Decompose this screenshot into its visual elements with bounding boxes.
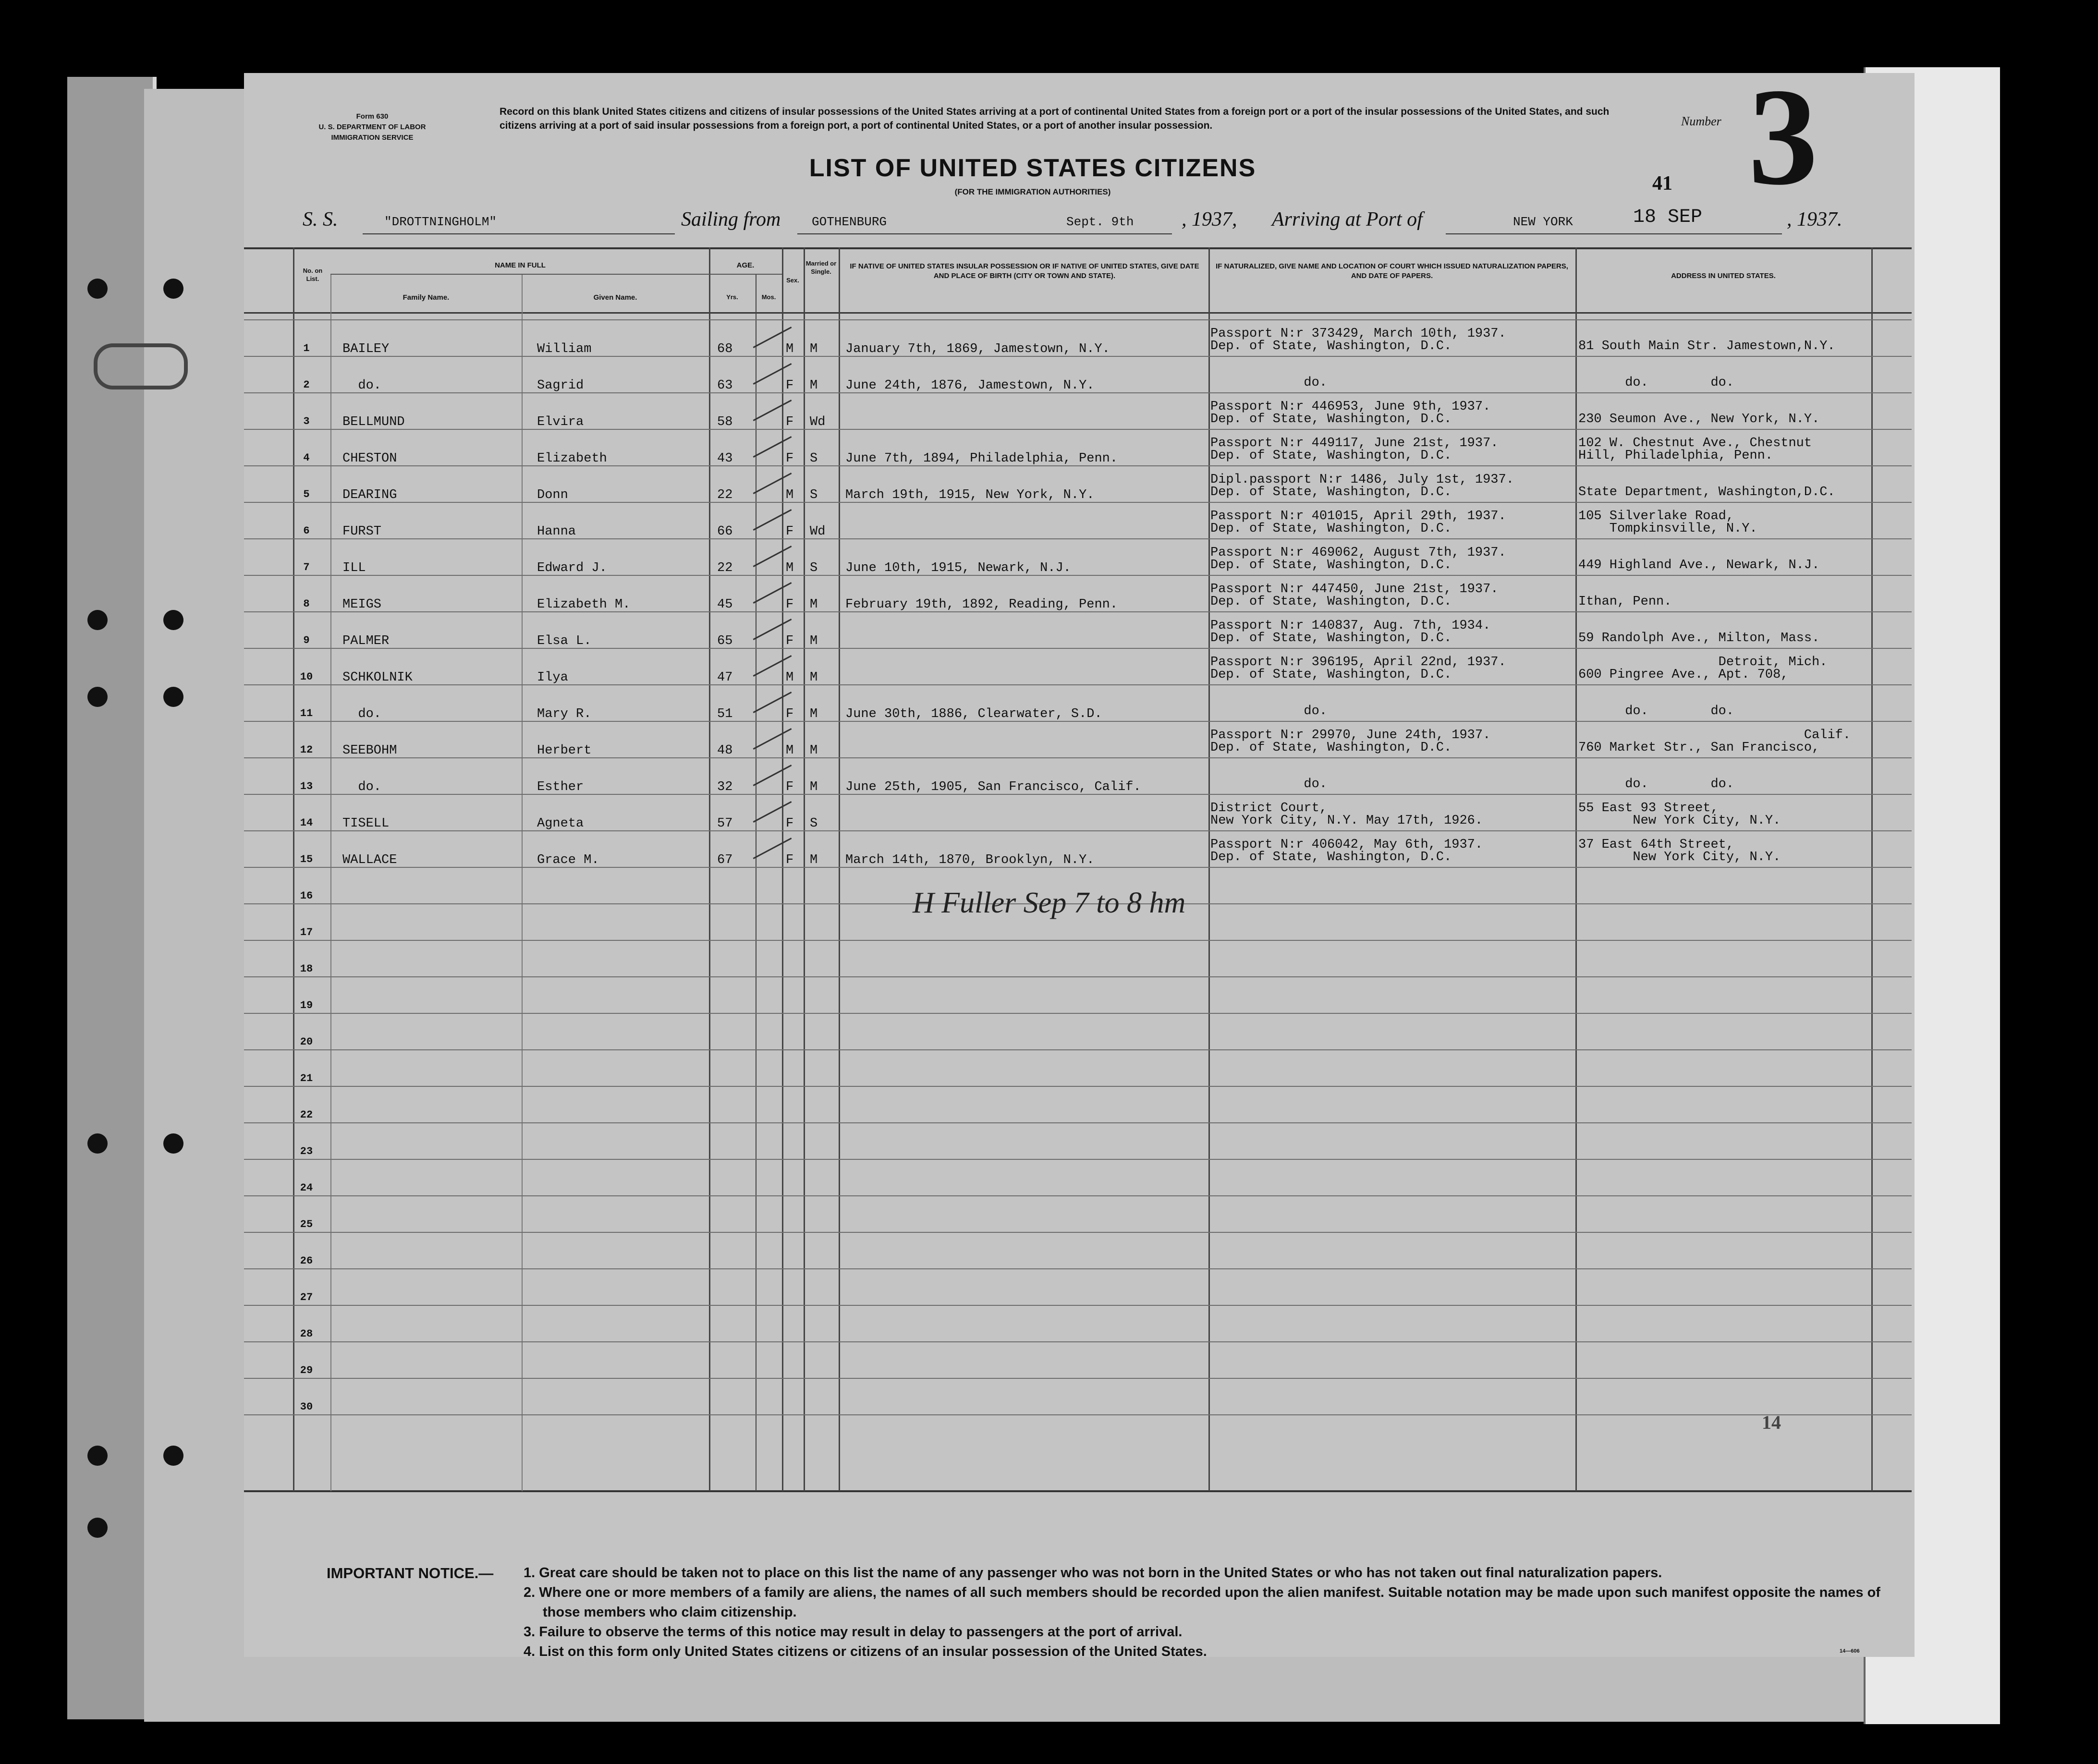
row-number: 21: [300, 1072, 313, 1084]
row-number: 17: [300, 926, 313, 938]
address-line-2: do. do.: [1578, 704, 1734, 718]
family-name: do.: [342, 707, 382, 721]
sailing-year: , 1937,: [1182, 208, 1237, 231]
row-number: 2: [303, 379, 310, 391]
marital-status: M: [810, 780, 818, 794]
address-line-1: 37 East 64th Street,: [1578, 838, 1734, 852]
binder-hole-icon: [163, 687, 183, 707]
family-name: FURST: [342, 524, 382, 539]
header-given-name: Given Name.: [593, 293, 637, 302]
sex: F: [786, 816, 794, 831]
address-line-2: 81 South Main Str. Jamestown,N.Y.: [1578, 339, 1835, 353]
header-years: Yrs.: [726, 293, 738, 301]
naturalization-line-1: Passport N:r 29970, June 24th, 1937.: [1210, 728, 1491, 742]
handwritten-note: H Fuller Sep 7 to 8 hm: [913, 887, 1186, 919]
header-no: No. on List.: [303, 267, 323, 282]
row-number: 19: [300, 999, 313, 1011]
sex: F: [786, 634, 794, 648]
naturalization-line-2: Dep. of State, Washington, D.C.: [1210, 485, 1452, 499]
age-years: 45: [717, 597, 733, 612]
row-number: 3: [303, 415, 310, 427]
address-line-1: 55 East 93 Street,: [1578, 801, 1719, 815]
family-name: CHESTON: [342, 451, 397, 466]
address-line-1: Calif.: [1578, 728, 1851, 742]
number-label: Number: [1681, 114, 1721, 128]
family-name: do.: [342, 780, 382, 794]
marital-status: S: [810, 561, 818, 575]
given-name: Edward J.: [537, 561, 607, 575]
passenger-table: [244, 247, 1912, 1491]
naturalization-line-2: do.: [1210, 376, 1328, 390]
row-number: 9: [303, 634, 310, 646]
address-line-2: 230 Seumon Ave., New York, N.Y.: [1578, 412, 1820, 426]
marital-status: M: [810, 707, 818, 721]
given-name: Agneta: [537, 816, 584, 831]
binder-hole-icon: [163, 1446, 183, 1466]
row-number: 11: [300, 707, 313, 719]
family-name: do.: [342, 378, 382, 393]
row-number: 6: [303, 525, 310, 537]
binder-hole-icon: [163, 279, 183, 299]
address-line-2: 600 Pingree Ave., Apt. 708,: [1578, 668, 1789, 682]
marital-status: S: [810, 488, 818, 502]
sex: F: [786, 451, 794, 466]
age-years: 22: [717, 561, 733, 575]
binder-hole-icon: [87, 1133, 108, 1154]
given-name: Sagrid: [537, 378, 584, 393]
page-subtitle: (FOR THE IMMIGRATION AUTHORITIES): [954, 187, 1111, 196]
marital-status: M: [810, 342, 818, 356]
department: U. S. DEPARTMENT OF LABOR: [318, 123, 426, 131]
naturalization-line-2: Dep. of State, Washington, D.C.: [1210, 558, 1452, 572]
marital-status: M: [810, 670, 818, 685]
family-name: BAILEY: [342, 342, 390, 356]
naturalization-line-2: Dep. of State, Washington, D.C.: [1210, 631, 1452, 645]
binder-hole-icon: [87, 1446, 108, 1466]
binder-clip-icon: [94, 343, 188, 389]
sailing-label: Sailing from: [681, 208, 781, 231]
arrival-port: NEW YORK: [1513, 215, 1573, 229]
birth-details: June 24th, 1876, Jamestown, N.Y.: [845, 378, 1095, 393]
given-name: Elizabeth: [537, 451, 607, 466]
naturalization-line-1: Passport N:r 373429, March 10th, 1937.: [1210, 327, 1506, 341]
arrival-year: , 1937.: [1787, 208, 1842, 231]
sex: F: [786, 707, 794, 721]
service: IMMIGRATION SERVICE: [331, 134, 414, 142]
birth-details: June 7th, 1894, Philadelphia, Penn.: [845, 451, 1118, 466]
sex: M: [786, 561, 794, 575]
age-years: 22: [717, 488, 733, 502]
header-age: AGE.: [736, 261, 755, 269]
naturalization-line-1: Passport N:r 396195, April 22nd, 1937.: [1210, 655, 1506, 669]
sailing-date: Sept. 9th: [1066, 215, 1134, 229]
handwritten-tally: 14: [1762, 1411, 1781, 1433]
sex: M: [786, 488, 794, 502]
given-name: Esther: [537, 780, 584, 794]
binder-hole-icon: [87, 687, 108, 707]
arriving-label: Arriving at Port of: [1272, 208, 1423, 231]
age-years: 66: [717, 524, 733, 539]
row-number: 15: [300, 853, 313, 865]
ship-name: "DROTTNINGHOLM": [384, 215, 497, 229]
given-name: Mary R.: [537, 707, 592, 721]
row-number: 23: [300, 1145, 313, 1157]
given-name: William: [537, 342, 592, 356]
header-months: Mos.: [761, 293, 776, 301]
address-line-1: 102 W. Chestnut Ave., Chestnut: [1578, 436, 1812, 450]
notice-item-1: 1. Great care should be taken not to place on this list the name of any passenger who was not born in the United States or who has not taken out final naturalization papers.: [524, 1565, 1662, 1581]
birth-details: February 19th, 1892, Reading, Penn.: [845, 597, 1118, 612]
binder-hole-icon: [163, 1133, 183, 1154]
stamp-number: 41: [1652, 172, 1672, 195]
naturalization-line-1: Passport N:r 449117, June 21st, 1937.: [1210, 436, 1499, 450]
address-line-2: Tompkinsville, N.Y.: [1578, 522, 1757, 536]
naturalization-line-2: Dep. of State, Washington, D.C.: [1210, 595, 1452, 609]
naturalization-line-1: District Court,: [1210, 801, 1328, 815]
family-name: DEARING: [342, 488, 397, 502]
naturalization-line-2: Dep. of State, Washington, D.C.: [1210, 522, 1452, 536]
given-name: Grace M.: [537, 853, 599, 867]
naturalization-line-1: Dipl.passport N:r 1486, July 1st, 1937.: [1210, 473, 1514, 487]
family-name: PALMER: [342, 634, 390, 648]
sex: F: [786, 378, 794, 393]
naturalization-line-2: New York City, N.Y. May 17th, 1926.: [1210, 814, 1483, 828]
age-years: 58: [717, 415, 733, 429]
family-name: BELLMUND: [342, 415, 405, 429]
naturalization-line-2: Dep. of State, Washington, D.C.: [1210, 668, 1452, 682]
naturalization-line-2: Dep. of State, Washington, D.C.: [1210, 339, 1452, 353]
arrival-date-stamp: 18 SEP: [1633, 207, 1703, 228]
header-married: Married or Single.: [805, 260, 837, 275]
sex: F: [786, 780, 794, 794]
sailing-from: GOTHENBURG: [812, 215, 887, 229]
form-number: Form 630: [356, 112, 389, 121]
row-number: 8: [303, 598, 310, 610]
naturalization-line-2: Dep. of State, Washington, D.C.: [1210, 741, 1452, 755]
marital-status: M: [810, 743, 818, 758]
row-number: 5: [303, 488, 310, 500]
binder-hole-icon: [87, 610, 108, 630]
marital-status: S: [810, 816, 818, 831]
naturalization-line-1: Passport N:r 447450, June 21st, 1937.: [1210, 582, 1499, 596]
naturalization-line-1: Passport N:r 140837, Aug. 7th, 1934.: [1210, 619, 1491, 633]
sex: M: [786, 743, 794, 758]
age-years: 68: [717, 342, 733, 356]
age-years: 67: [717, 853, 733, 867]
form-code: 14—606: [1840, 1648, 1860, 1654]
row-number: 30: [300, 1401, 313, 1413]
family-name: SCHKOLNIK: [342, 670, 413, 685]
age-years: 63: [717, 378, 733, 393]
given-name: Hanna: [537, 524, 576, 539]
given-name: Herbert: [537, 743, 592, 758]
row-number: 24: [300, 1182, 313, 1194]
row-number: 7: [303, 561, 310, 573]
marital-status: M: [810, 378, 818, 393]
address-line-2: Ithan, Penn.: [1578, 595, 1672, 609]
sex: F: [786, 415, 794, 429]
row-number: 29: [300, 1364, 313, 1376]
address-line-2: 760 Market Str., San Francisco,: [1578, 741, 1820, 755]
sex: F: [786, 597, 794, 612]
header-sex: Sex.: [786, 277, 799, 284]
binder-hole-icon: [87, 1518, 108, 1538]
birth-details: June 10th, 1915, Newark, N.J.: [845, 561, 1071, 575]
header-address: ADDRESS IN UNITED STATES.: [1671, 272, 1776, 280]
sex: M: [786, 342, 794, 356]
family-name: MEIGS: [342, 597, 382, 612]
age-years: 47: [717, 670, 733, 685]
address-line-2: New York City, N.Y.: [1578, 814, 1781, 828]
marital-status: M: [810, 634, 818, 648]
age-years: 43: [717, 451, 733, 466]
address-line-2: do. do.: [1578, 376, 1734, 390]
birth-details: January 7th, 1869, Jamestown, N.Y.: [845, 342, 1110, 356]
age-years: 57: [717, 816, 733, 831]
family-name: WALLACE: [342, 853, 397, 867]
sex: F: [786, 853, 794, 867]
naturalization-line-1: Passport N:r 446953, June 9th, 1937.: [1210, 400, 1491, 414]
birth-details: March 19th, 1915, New York, N.Y.: [845, 488, 1095, 502]
row-number: 20: [300, 1036, 313, 1048]
marital-status: M: [810, 853, 818, 867]
binder-hole-icon: [163, 610, 183, 630]
page-title: LIST OF UNITED STATES CITIZENS: [809, 154, 1256, 182]
notice-item-4: 4. List on this form only United States citizens or citizens of an insular possession of the United States.: [524, 1644, 1207, 1659]
naturalization-line-2: Dep. of State, Washington, D.C.: [1210, 412, 1452, 426]
naturalization-line-2: do.: [1210, 704, 1328, 718]
binder-hole-icon: [87, 279, 108, 299]
marital-status: Wd: [810, 415, 826, 429]
row-number: 25: [300, 1218, 313, 1230]
form-instructions: Record on this blank United States citizens and citizens of insular possessions of the United States arriving at a port of continental United States from a foreign port or a port of the insular possessions of the United States, and such citizens arriving at a port of said insular possessions from a foreign port, a port of continental United States, or a port of another insular possession.: [500, 106, 1610, 131]
sex: M: [786, 670, 794, 685]
naturalization-line-2: Dep. of State, Washington, D.C.: [1210, 850, 1452, 864]
row-number: 12: [300, 744, 313, 756]
notice-item-2: 2. Where one or more members of a family are aliens, the names of all such members should be recorded upon the alien manifest. Suitable notation may be made upon such manifest opposite the names of those members who claim citizenship.: [524, 1585, 1880, 1620]
header-name: NAME IN FULL: [495, 261, 546, 269]
birth-details: June 25th, 1905, San Francisco, Calif.: [845, 780, 1141, 794]
birth-details: June 30th, 1886, Clearwater, S.D.: [845, 707, 1102, 721]
naturalization-line-1: Passport N:r 469062, August 7th, 1937.: [1210, 546, 1506, 560]
age-years: 32: [717, 780, 733, 794]
family-name: ILL: [342, 561, 366, 575]
address-line-1: Detroit, Mich.: [1578, 655, 1828, 669]
row-number: 1: [303, 342, 310, 354]
given-name: Elsa L.: [537, 634, 592, 648]
row-number: 27: [300, 1291, 313, 1303]
row-number: 10: [300, 671, 313, 683]
row-number: 13: [300, 780, 313, 792]
marital-status: S: [810, 451, 818, 466]
given-name: Donn: [537, 488, 568, 502]
row-number: 18: [300, 963, 313, 975]
family-name: SEEBOHM: [342, 743, 397, 758]
list-number: 3: [1748, 60, 1818, 214]
row-number: 16: [300, 890, 313, 902]
naturalization-line-2: do.: [1210, 777, 1328, 791]
row-number: 22: [300, 1109, 313, 1121]
marital-status: Wd: [810, 524, 826, 539]
address-line-2: New York City, N.Y.: [1578, 850, 1781, 864]
given-name: Elizabeth M.: [537, 597, 631, 612]
address-line-2: 59 Randolph Ave., Milton, Mass.: [1578, 631, 1820, 645]
row-number: 28: [300, 1328, 313, 1340]
naturalization-line-1: Passport N:r 406042, May 6th, 1937.: [1210, 838, 1483, 852]
address-line-2: 449 Highland Ave., Newark, N.J.: [1578, 558, 1820, 572]
marital-status: M: [810, 597, 818, 612]
notice-lead: IMPORTANT NOTICE.—: [327, 1565, 494, 1582]
age-years: 65: [717, 634, 733, 648]
header-family-name: Family Name.: [403, 293, 450, 302]
given-name: Ilya: [537, 670, 568, 685]
binder-strip: [67, 77, 156, 1719]
given-name: Elvira: [537, 415, 584, 429]
address-line-2: do. do.: [1578, 777, 1734, 791]
row-number: 14: [300, 817, 313, 829]
header-naturalized: IF NATURALIZED, GIVE NAME AND LOCATION OF COURT WHICH ISSUED NATURALIZATION PAPERS, AND DATE OF PAPERS.: [1216, 262, 1568, 280]
ss-label: S. S.: [303, 208, 338, 231]
family-name: TISELL: [342, 816, 390, 831]
row-number: 26: [300, 1255, 313, 1267]
age-years: 48: [717, 743, 733, 758]
naturalization-line-2: Dep. of State, Washington, D.C.: [1210, 449, 1452, 463]
address-line-1: 105 Silverlake Road,: [1578, 509, 1734, 523]
address-line-2: Hill, Philadelphia, Penn.: [1578, 449, 1773, 463]
sex: F: [786, 524, 794, 539]
header-birth: IF NATIVE OF UNITED STATES INSULAR POSSESSION OR IF NATIVE OF UNITED STATES, GIVE DATE AND PLACE OF BIRTH (CITY OR TOWN AND STATE).: [850, 262, 1199, 280]
notice-item-3: 3. Failure to observe the terms of this notice may result in delay to passengers at the port of arrival.: [524, 1624, 1183, 1640]
address-line-2: State Department, Washington,D.C.: [1578, 485, 1835, 499]
row-number: 4: [303, 452, 310, 464]
age-years: 51: [717, 707, 733, 721]
naturalization-line-1: Passport N:r 401015, April 29th, 1937.: [1210, 509, 1506, 523]
form-identification: [281, 111, 464, 143]
birth-details: March 14th, 1870, Brooklyn, N.Y.: [845, 853, 1095, 867]
